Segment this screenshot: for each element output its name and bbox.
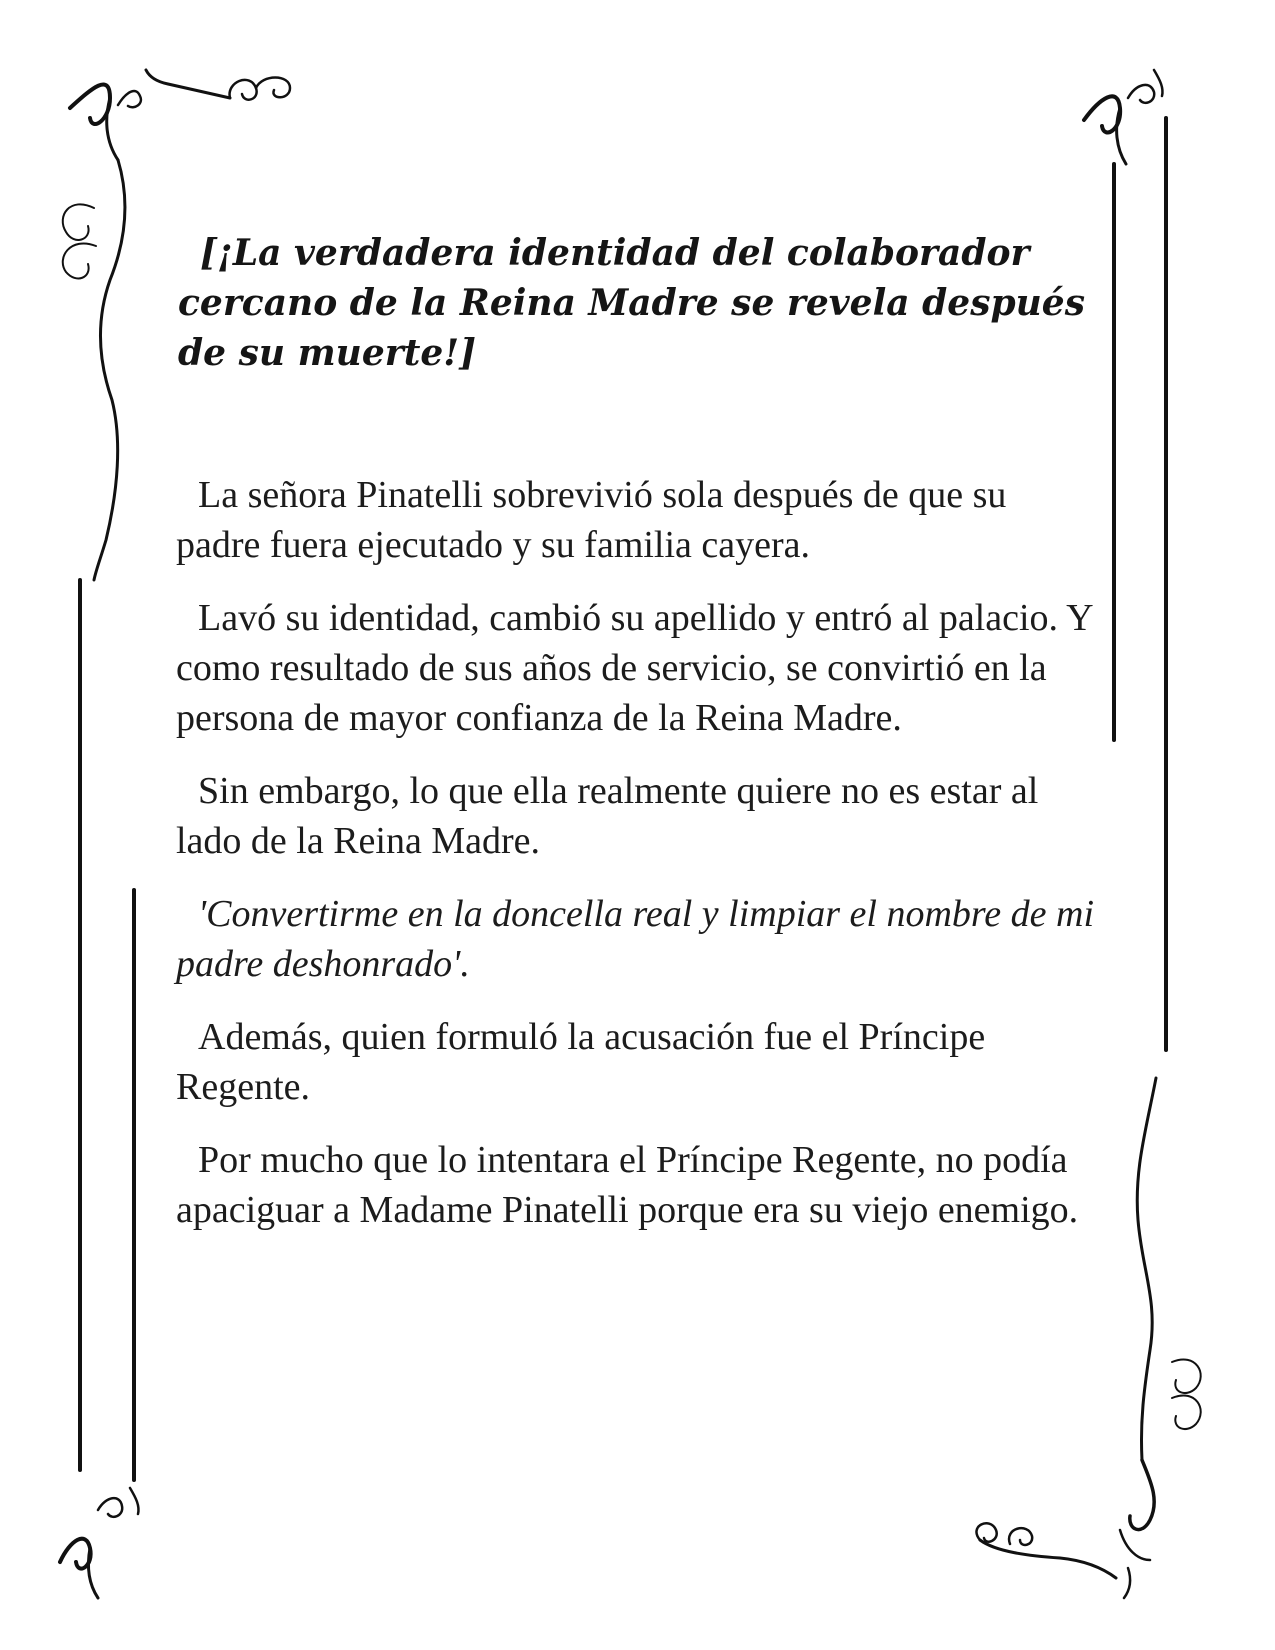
paragraph-1: La señora Pinatelli sobrevivió sola después de que su padre fuera ejecutado y su familia cayera. [176, 474, 1007, 566]
paragraph-4-thought: 'Convertirme en la doncella real y limpiar el nombre de mi padre deshonrado'. [176, 893, 1095, 985]
story-body [176, 470, 1096, 1258]
flourish-bottom-left-ornament [60, 1488, 139, 1598]
paragraph-2: Lavó su identidad, cambió su apellido y entró al palacio. Y como resultado de sus años de servicio, se convirtió en la persona de mayor confianza de la Reina Madre. [176, 597, 1093, 739]
paragraph-3: Sin embargo, lo que ella realmente quiere no es estar al lado de la Reina Madre. [176, 770, 1039, 862]
paragraph-5: Además, quien formuló la acusación fue el Príncipe Regente. [176, 1016, 986, 1108]
flourish-top-right-ornament [1084, 70, 1163, 164]
chapter-heading: [¡La verdadera identidad del colaborador cercano de la Reina Madre se revela después de su muerte!] [178, 232, 1085, 374]
paragraph-6: Por mucho que lo intentara el Príncipe Regente, no podía apaciguar a Madame Pinatelli porque era su viejo enemigo. [176, 1139, 1079, 1231]
